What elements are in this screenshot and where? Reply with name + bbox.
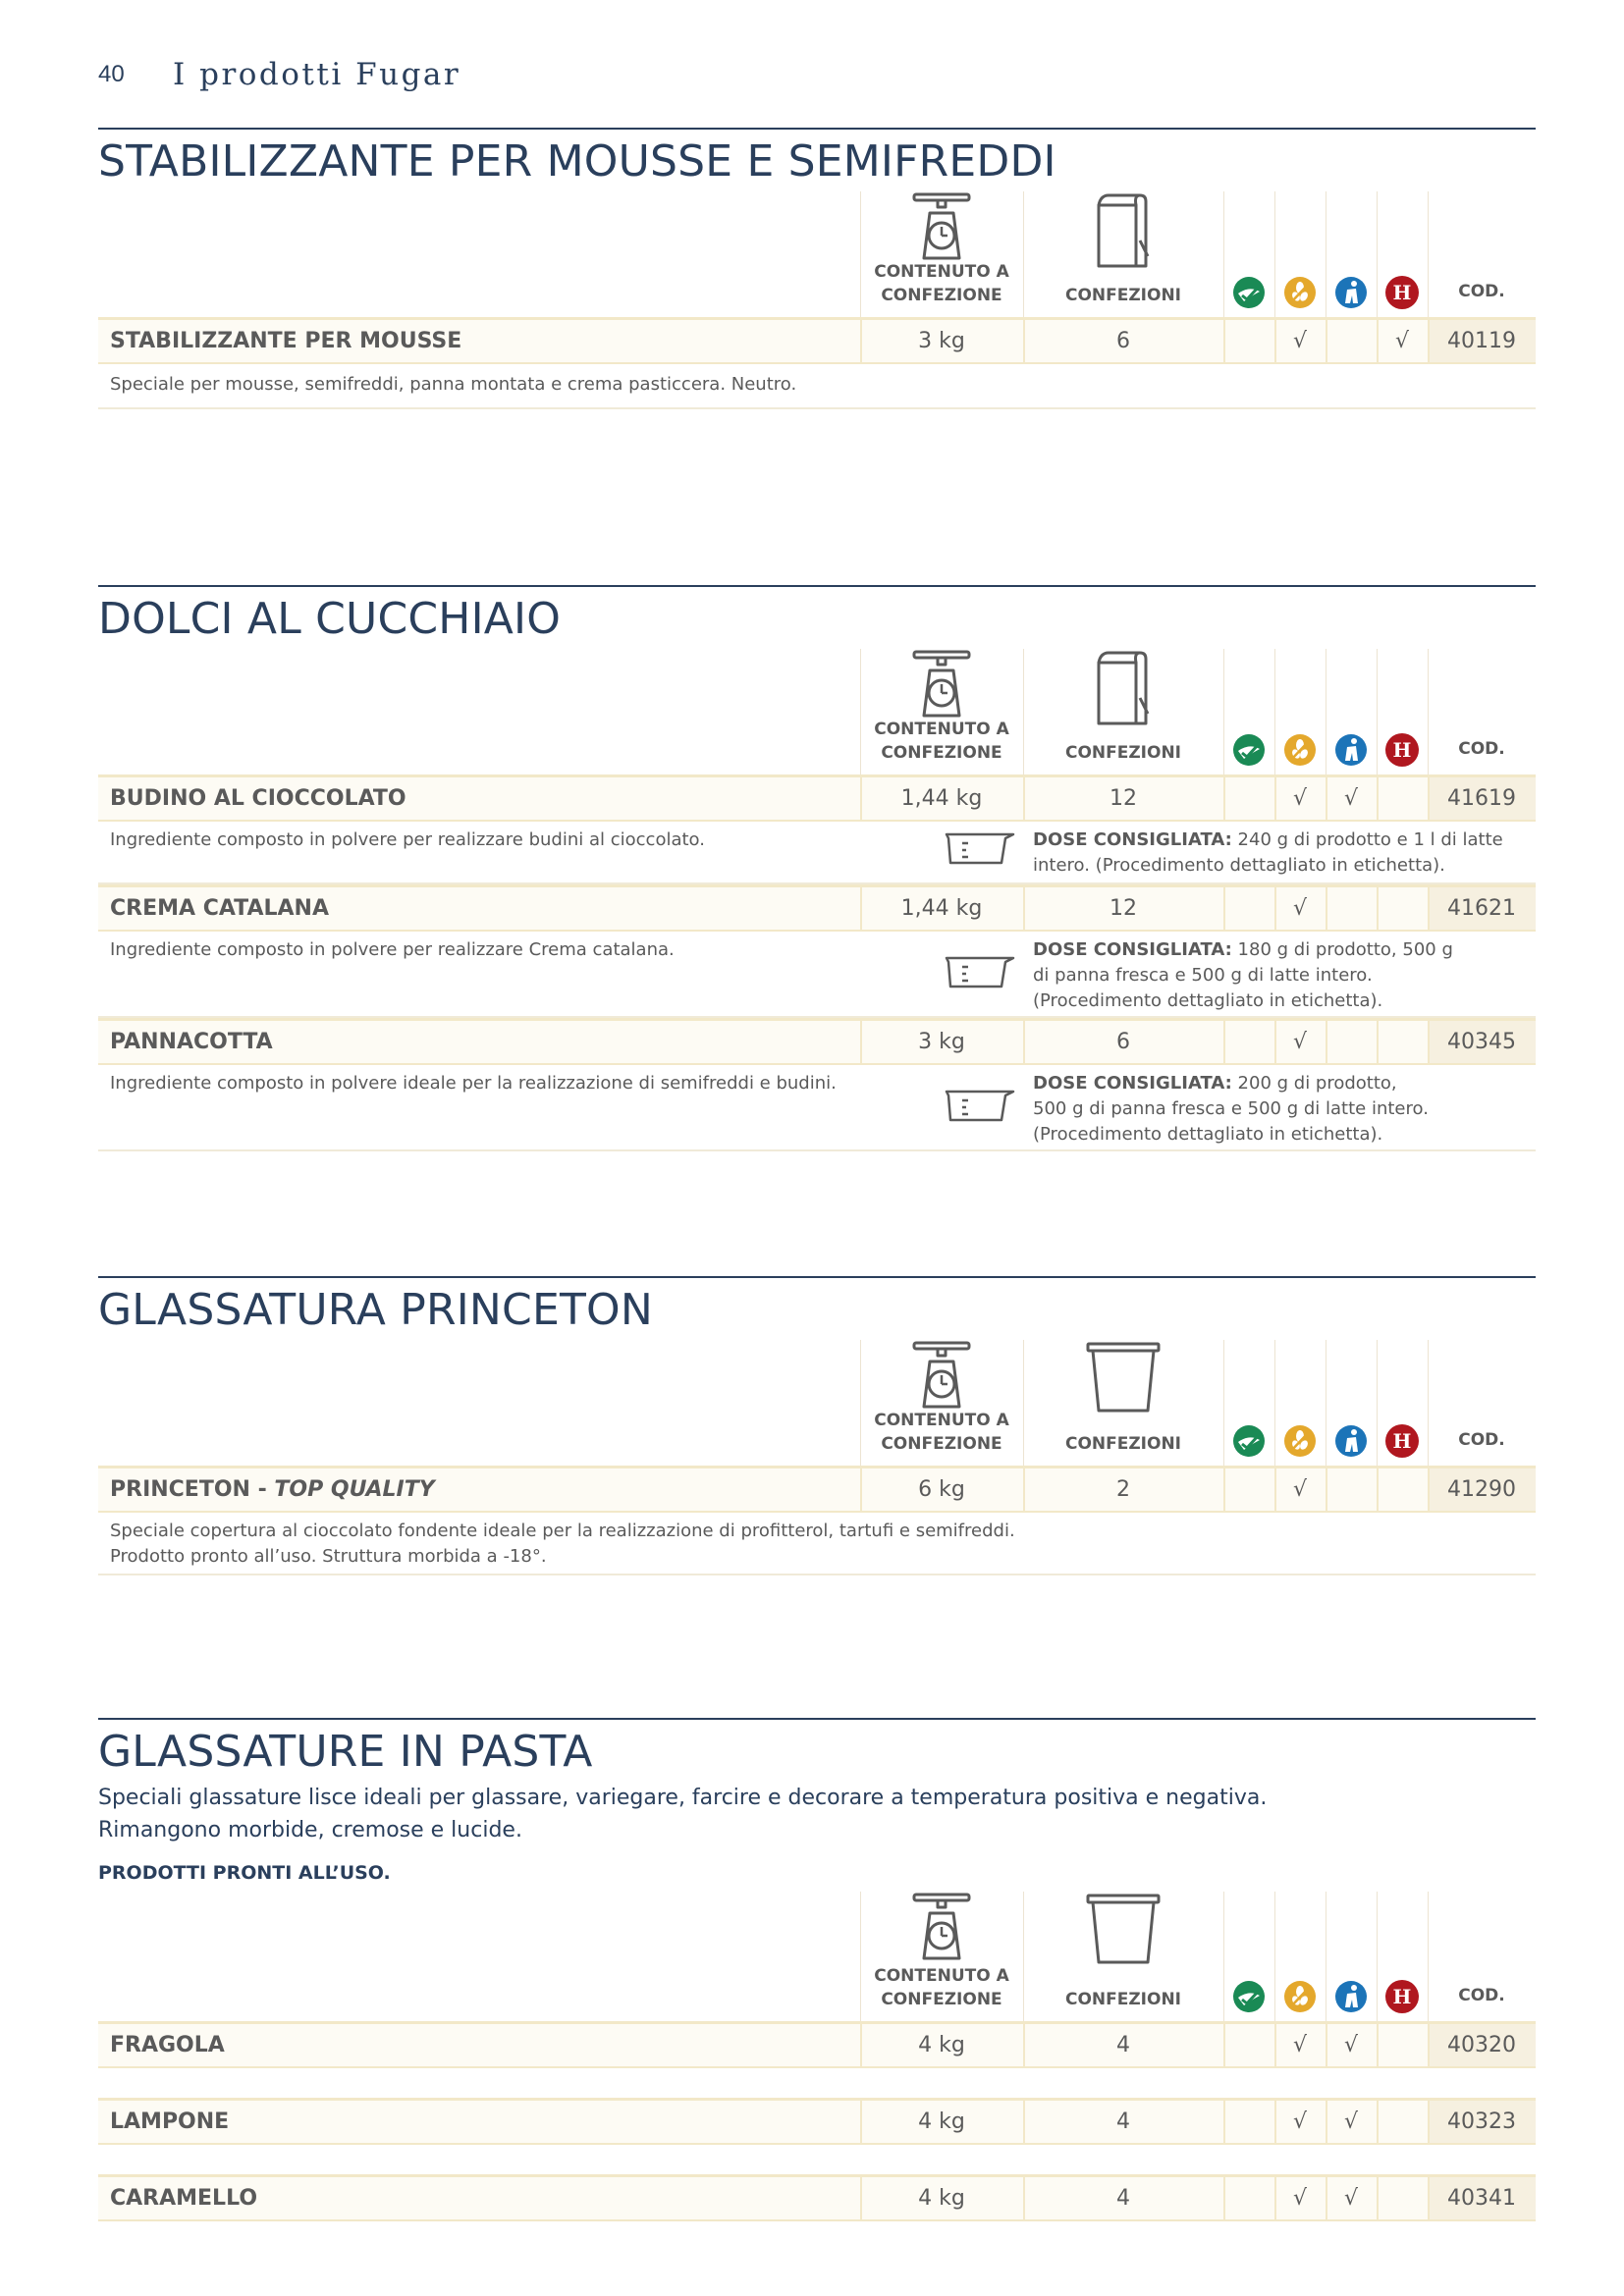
column-divider [1274,2101,1276,2143]
check-halal [1377,2101,1428,2143]
header-confezioni [1023,1892,1223,2021]
description-row [98,932,1536,1018]
column-divider [1223,2101,1225,2143]
dose-line: (Procedimento dettagliato in etichetta). [1033,1124,1383,1145]
check-vegetable [1223,2024,1274,2066]
vegetable-fat-icon [1232,1424,1266,1458]
column-divider [1023,887,1025,930]
header-cod-label: COD. [1458,739,1505,759]
column-divider [1428,887,1430,930]
dose-value: 240 g di prodotto e 1 l di latte [1231,829,1503,850]
subtitle-line: Rimangono morbide, cremose e lucide. [98,1818,522,1842]
section-title: STABILIZZANTE PER MOUSSE E SEMIFREDDI [98,136,1056,187]
confezioni-cell: 12 [1110,786,1137,811]
bucket-icon [1085,1892,1162,1971]
contenuto-cell: 3 kg [918,329,965,353]
product-code: 40119 [1428,320,1536,362]
column-divider [1428,777,1430,820]
column-divider [1326,887,1327,930]
check-gluten-free: √ [1292,329,1308,353]
section-rule [98,128,1536,130]
table-row [98,317,1536,364]
product-code: 40345 [1428,1021,1536,1063]
product-name-text: BUDINO AL CIOCCOLATO [110,786,406,811]
header-c4 [1377,649,1428,774]
product-name [110,1468,435,1511]
check-lactose-free [1326,1468,1377,1511]
dose-label: DOSE CONSIGLIATA: [1033,829,1232,850]
header-c2 [1274,1892,1326,2021]
description-row [98,1065,1536,1151]
table-header [98,1340,1536,1466]
column-divider [1428,1468,1430,1511]
column-divider [1326,1021,1327,1063]
column-divider [1274,320,1276,362]
description-line: Prodotto pronto all’uso. Struttura morbida a -18°. [110,1546,547,1567]
product-code: 41621 [1428,887,1536,930]
column-divider [1223,320,1225,362]
check-lactose-free: √ [1343,786,1359,811]
contenuto-cell: 4 kg [918,2033,965,2057]
measuring-cup-icon [945,831,1015,870]
product-description: Speciale per mousse, semifreddi, panna montata e crema pasticcera. Neutro. [110,374,797,395]
paper-bag-icon [1091,649,1156,732]
column-divider [1326,2177,1327,2219]
column-divider [1326,1468,1327,1511]
column-divider [1023,777,1025,820]
column-divider [1223,2024,1225,2066]
column-divider [860,777,862,820]
table-row [98,2098,1536,2145]
column-divider [1023,320,1025,362]
section-glassature-in-pasta [98,1718,1536,2221]
column-divider [1274,777,1276,820]
header-c3 [1326,1340,1377,1466]
column-divider [1223,777,1225,820]
product-description: Ingrediente composto in polvere ideale per la realizzazione di semifreddi e budini. [110,1073,837,1094]
check-lactose-free: √ [1343,2186,1359,2211]
check-lactose-free [1326,887,1377,930]
vegetable-fat-icon [1232,1980,1266,2013]
column-divider [860,1021,862,1063]
column-divider [1274,887,1276,930]
contenuto-cell: 1,44 kg [900,786,983,811]
gluten-free-icon [1283,1980,1317,2013]
confezioni-cell: 6 [1116,329,1130,353]
halal-icon: H [1385,733,1419,767]
column-divider [1377,2101,1379,2143]
column-divider [1023,2024,1025,2066]
header-confezioni [1023,1340,1223,1466]
description-row [98,822,1536,884]
header-confezioni-label: CONFEZIONI [1064,1434,1182,1454]
product-description [110,1519,1015,1570]
dose-label: DOSE CONSIGLIATA: [1033,939,1232,960]
confezioni-cell: 4 [1116,2109,1130,2134]
check-vegetable [1223,320,1274,362]
gluten-free-icon [1283,276,1317,309]
section-rule [98,1718,1536,1720]
dose-value: 180 g di prodotto, 500 g [1231,939,1453,960]
check-halal: √ [1394,329,1410,353]
page-title: I prodotti Fugar [173,57,461,92]
product-name [110,2024,225,2066]
check-vegetable [1223,2177,1274,2219]
contenuto-cell: 4 kg [918,2109,965,2134]
check-lactose-free [1326,320,1377,362]
dose-line: 500 g di panna fresca e 500 g di latte intero. [1033,1098,1429,1119]
column-divider [1377,1021,1379,1063]
dose-text [1033,828,1543,879]
header-contenuto [860,649,1023,774]
column-divider [1428,1021,1430,1063]
column-divider [1377,777,1379,820]
header-c4 [1377,191,1428,317]
check-halal [1377,777,1428,820]
header-confezioni-label: CONFEZIONI [1064,743,1182,763]
dose-line [1033,1071,1543,1096]
header-c2 [1274,1340,1326,1466]
lactose-free-icon [1334,733,1368,767]
check-halal [1377,887,1428,930]
description-row [98,1513,1536,1575]
section-glassatura-princeton [98,1276,1536,1575]
product-code: 41290 [1428,1468,1536,1511]
section-rule [98,1276,1536,1278]
contenuto-cell: 4 kg [918,2186,965,2211]
section-title: GLASSATURE IN PASTA [98,1727,593,1777]
header-confezioni-label: CONFEZIONI [1064,1990,1182,2009]
product-description: Ingrediente composto in polvere per realizzare Crema catalana. [110,939,675,960]
column-divider [1326,2101,1327,2143]
column-divider [1274,1021,1276,1063]
bucket-icon [1085,1340,1162,1419]
header-cod [1428,1892,1536,2021]
column-divider [860,320,862,362]
column-divider [1377,1468,1379,1511]
column-divider [1326,2024,1327,2066]
dose-line [1033,828,1543,853]
header-c3 [1326,649,1377,774]
header-cod [1428,649,1536,774]
confezioni-cell: 4 [1116,2186,1130,2211]
contenuto-cell: 1,44 kg [900,896,983,921]
check-gluten-free: √ [1292,896,1308,921]
check-halal [1377,1021,1428,1063]
table-header [98,649,1536,774]
check-vegetable [1223,887,1274,930]
product-name-text: LAMPONE [110,2109,230,2134]
section-stabilizzante [98,128,1536,409]
measuring-cup-icon [945,955,1015,993]
check-lactose-free: √ [1343,2033,1359,2057]
product-name-text: CARAMELLO [110,2186,258,2211]
confezioni-cell: 12 [1110,896,1137,921]
header-c1 [1223,1340,1274,1466]
paper-bag-icon [1091,191,1156,275]
confezioni-cell: 2 [1116,1477,1130,1502]
section-subtitle [98,1782,1536,1846]
halal-icon: H [1385,276,1419,309]
column-divider [860,1468,862,1511]
table-row [98,1018,1536,1065]
table-row [98,884,1536,932]
page-number: 40 [98,61,125,87]
column-divider [1428,2024,1430,2066]
check-gluten-free: √ [1292,2109,1308,2134]
column-divider [860,2101,862,2143]
gluten-free-icon [1283,733,1317,767]
check-gluten-free: √ [1292,2033,1308,2057]
column-divider [1428,2177,1430,2219]
vegetable-fat-icon [1232,733,1266,767]
check-gluten-free: √ [1292,2186,1308,2211]
product-name [110,887,329,930]
product-name-text: CREMA CATALANA [110,896,329,921]
table-row [98,2174,1536,2221]
column-divider [860,2024,862,2066]
column-divider [1023,2177,1025,2219]
header-contenuto [860,191,1023,317]
header-confezioni-label: CONFEZIONI [1064,286,1182,305]
column-divider [1274,2024,1276,2066]
product-name [110,777,406,820]
check-gluten-free: √ [1292,786,1308,811]
header-cod-label: COD. [1458,1430,1505,1450]
check-gluten-free: √ [1292,1030,1308,1054]
weighing-scale-icon [910,1340,973,1415]
dose-line [1033,937,1543,963]
column-divider [1274,2177,1276,2219]
weighing-scale-icon [910,649,973,724]
halal-icon: H [1385,1424,1419,1458]
description-row [98,364,1536,409]
dose-line: intero. (Procedimento dettagliato in etichetta). [1033,855,1445,876]
gluten-free-icon [1283,1424,1317,1458]
section-dolci-al-cucchiaio [98,585,1536,1151]
check-halal [1377,1468,1428,1511]
header-c1 [1223,191,1274,317]
check-lactose-free [1326,1021,1377,1063]
product-code: 40320 [1428,2024,1536,2066]
product-name-text: STABILIZZANTE PER MOUSSE [110,329,462,353]
header-c4 [1377,1340,1428,1466]
dose-value: 200 g di prodotto, [1231,1073,1397,1094]
column-divider [1428,320,1430,362]
column-divider [1377,320,1379,362]
section-rule [98,585,1536,587]
check-vegetable [1223,777,1274,820]
column-divider [1223,1468,1225,1511]
check-lactose-free: √ [1343,2109,1359,2134]
header-confezioni [1023,649,1223,774]
column-divider [1274,1468,1276,1511]
dose-line: di panna fresca e 500 g di latte intero. [1033,965,1373,986]
column-divider [1377,2024,1379,2066]
table-row [98,1466,1536,1513]
product-name-text: PRINCETON - [110,1477,275,1502]
header-c2 [1274,191,1326,317]
column-divider [1223,887,1225,930]
dose-text [1033,1071,1543,1148]
confezioni-cell: 4 [1116,2033,1130,2057]
column-divider [1428,2101,1430,2143]
table-header [98,1892,1536,2021]
column-divider [1023,1021,1025,1063]
check-halal [1377,2177,1428,2219]
header-contenuto [860,1892,1023,2021]
header-c2 [1274,649,1326,774]
column-divider [1377,887,1379,930]
description-line: Speciale copertura al cioccolato fondente ideale per la realizzazione di profitterol, tartufi e semifreddi. [110,1521,1015,1541]
header-contenuto [860,1340,1023,1466]
lactose-free-icon [1334,276,1368,309]
column-divider [860,2177,862,2219]
product-description: Ingrediente composto in polvere per realizzare budini al cioccolato. [110,829,705,850]
subtitle-line: Speciali glassature lisce ideali per glassare, variegare, farcire e decorare a temperatura positiva e negativa. [98,1786,1268,1810]
header-cod [1428,191,1536,317]
halal-icon: H [1385,1980,1419,2013]
weighing-scale-icon [910,191,973,267]
section-note: PRODOTTI PRONTI ALL’USO. [98,1862,391,1884]
column-divider [1223,2177,1225,2219]
lactose-free-icon [1334,1980,1368,2013]
measuring-cup-icon [945,1089,1015,1127]
header-c3 [1326,191,1377,317]
column-divider [1023,2101,1025,2143]
product-name-text: FRAGOLA [110,2033,225,2057]
header-confezioni [1023,191,1223,317]
header-cod-label: COD. [1458,282,1505,301]
table-row [98,774,1536,822]
table-header [98,191,1536,317]
header-cod-label: COD. [1458,1986,1505,2005]
header-contenuto-label: CONTENUTO A CONFEZIONE [874,262,1009,305]
confezioni-cell: 6 [1116,1030,1130,1054]
dose-line: (Procedimento dettagliato in etichetta). [1033,990,1383,1011]
page-header [98,55,460,94]
check-halal [1377,2024,1428,2066]
section-title: GLASSATURA PRINCETON [98,1285,653,1335]
product-code: 40323 [1428,2101,1536,2143]
table-row [98,2021,1536,2068]
dose-text [1033,937,1543,1014]
column-divider [1326,320,1327,362]
header-contenuto-label: CONTENUTO A CONFEZIONE [874,720,1009,763]
column-divider [1223,1021,1225,1063]
weighing-scale-icon [910,1892,973,1967]
column-divider [1326,777,1327,820]
vegetable-fat-icon [1232,276,1266,309]
column-divider [860,887,862,930]
product-name-quality: TOP QUALITY [274,1477,435,1502]
product-name [110,2101,229,2143]
header-contenuto-label: CONTENUTO A CONFEZIONE [874,1966,1009,2009]
header-c3 [1326,1892,1377,2021]
header-c1 [1223,1892,1274,2021]
column-divider [1377,2177,1379,2219]
product-code: 41619 [1428,777,1536,820]
dose-label: DOSE CONSIGLIATA: [1033,1073,1232,1094]
check-vegetable [1223,1021,1274,1063]
header-cod [1428,1340,1536,1466]
column-divider [1023,1468,1025,1511]
product-name [110,320,461,362]
lactose-free-icon [1334,1424,1368,1458]
product-name [110,1021,273,1063]
check-vegetable [1223,2101,1274,2143]
header-c4 [1377,1892,1428,2021]
contenuto-cell: 6 kg [918,1477,965,1502]
check-vegetable [1223,1468,1274,1511]
product-name-text: PANNACOTTA [110,1030,273,1054]
header-c1 [1223,649,1274,774]
section-title: DOLCI AL CUCCHIAIO [98,594,562,644]
check-gluten-free: √ [1292,1477,1308,1502]
contenuto-cell: 3 kg [918,1030,965,1054]
product-code: 40341 [1428,2177,1536,2219]
header-contenuto-label: CONTENUTO A CONFEZIONE [874,1411,1009,1454]
product-name [110,2177,257,2219]
